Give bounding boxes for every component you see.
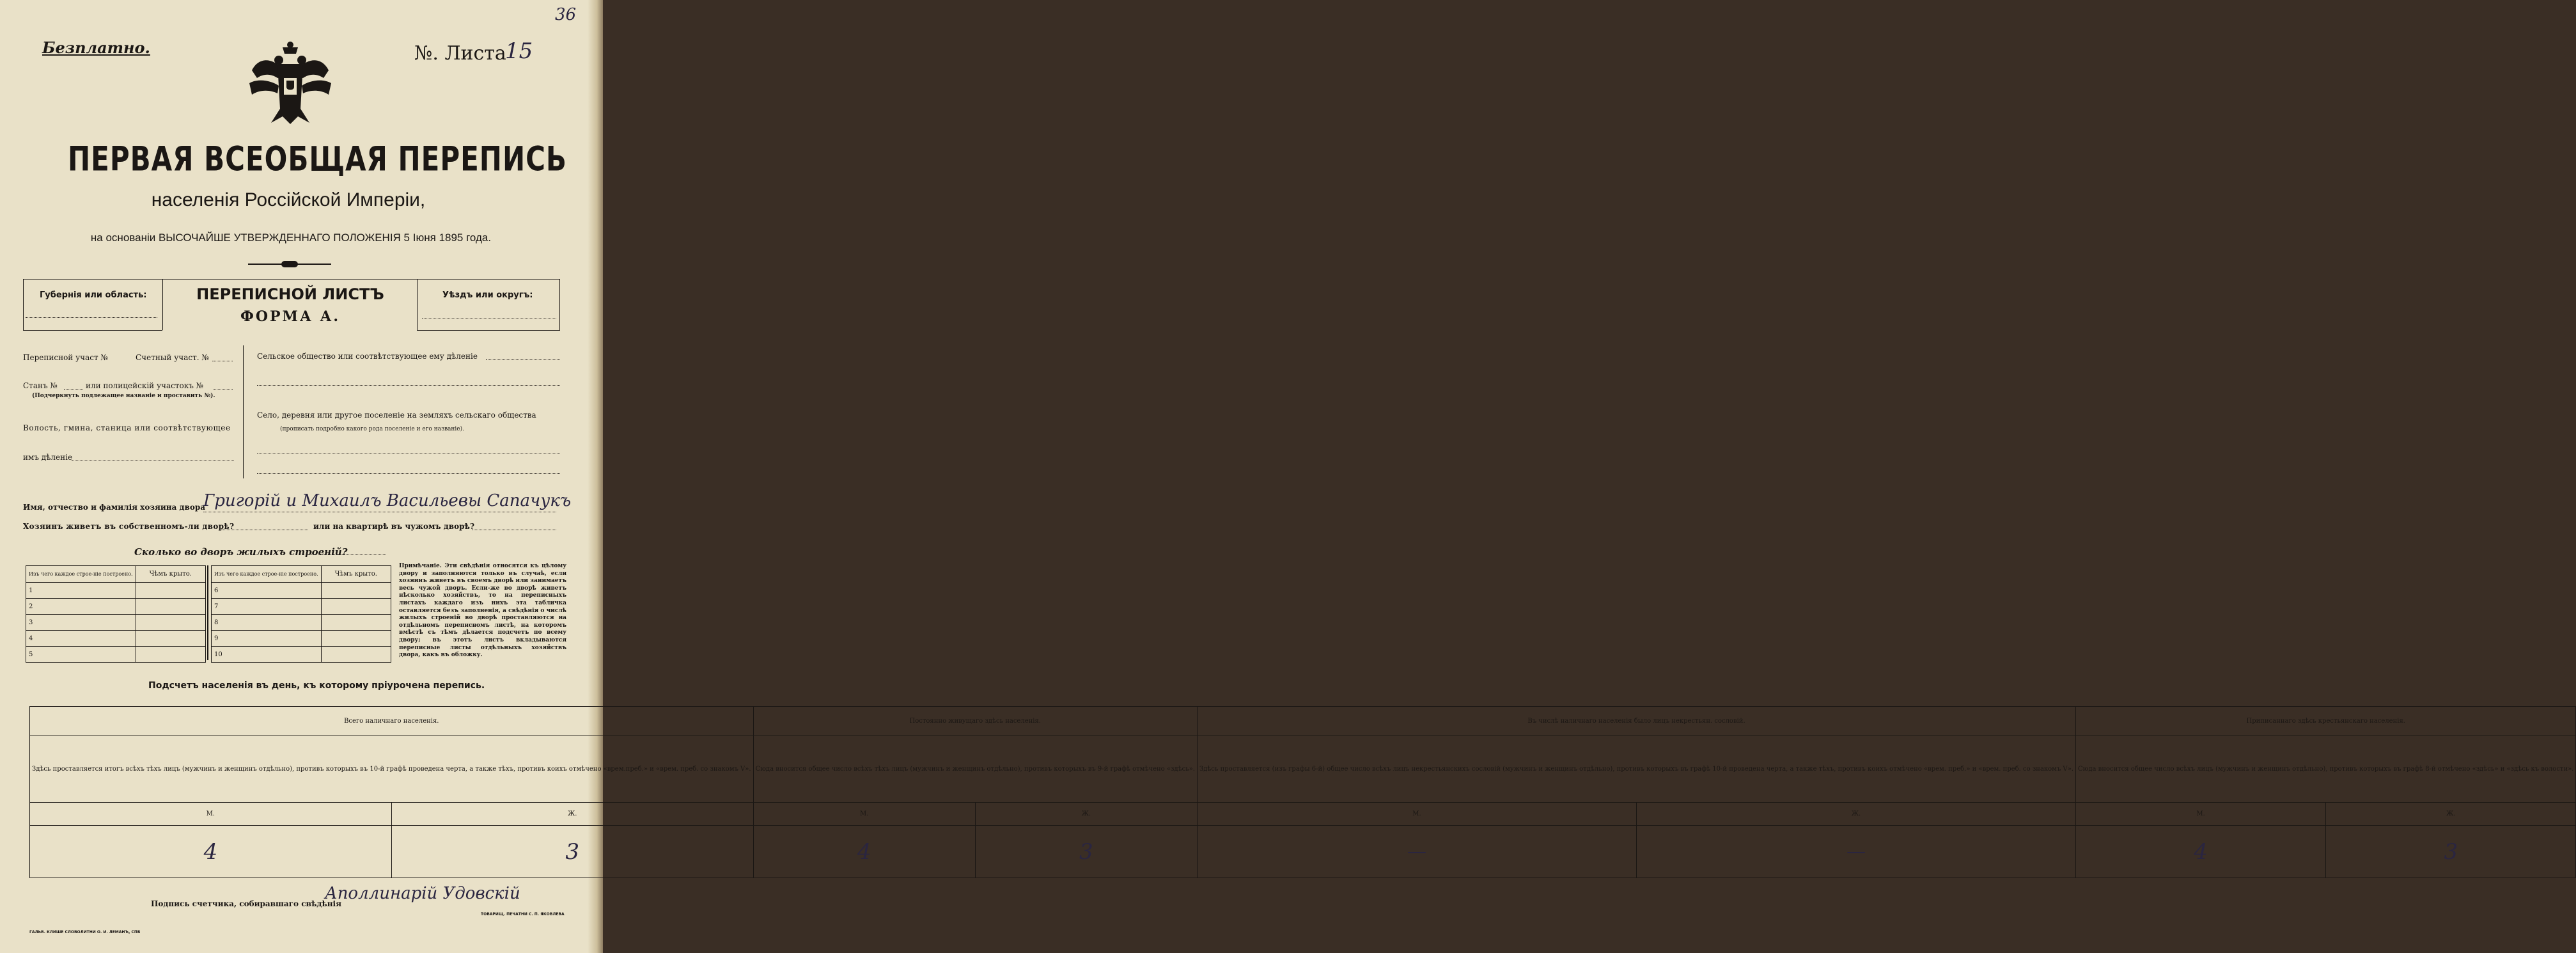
- form-title: ПЕРЕПИСНОЙ ЛИСТЪ: [196, 285, 384, 303]
- basis-line: на основаніи ВЫСОЧАЙШЕ УТВЕРЖДЕННАГО ПОЛОЖЕНІЯ 5 Іюня 1895 года.: [90, 232, 492, 244]
- lives-rent-label: или на квартирѣ въ чужомъ дворѣ?: [313, 522, 474, 531]
- counting-section-label: Счетный участ. №: [136, 353, 209, 362]
- count-value-nonpeasant-m: —: [1197, 826, 1636, 878]
- count-f-label-4: Ж.: [2326, 803, 2576, 826]
- buildings-double-rule: [207, 565, 208, 660]
- buildings-table-right: [211, 565, 391, 663]
- rural-society-line-2: [257, 385, 560, 386]
- count-head-peasant: Приписаннаго здѣсь крестьянскаго населенія.: [2076, 707, 2576, 736]
- district-label: Уѣздъ или округъ:: [442, 290, 533, 300]
- province-label: Губернія или область:: [40, 290, 147, 300]
- rural-society-line-1: [486, 359, 560, 360]
- note-text: Эти свѣдѣнія относятся къ цѣлому двору и заполняются только въ случаѣ, если хозяинъ живетъ въ своемъ дворѣ или занимаетъ весь чужой дворъ. Если-же во дворѣ живетъ нѣсколько хозяйствъ, то на переписныхъ листахъ каждаго изъ нихъ эта табличка оставляется безъ заполненія, а свѣдѣнія о числѣ жилыхъ строеній во дворѣ проставляются на отдѣльномъ переписномъ листѣ, на которомъ вмѣстѣ съ тѣмъ дѣлается подсчетъ по всему двору; въ этотъ листъ вкладываются переписные листы отдѣльныхъ хозяйствъ двора, какъ въ обложку.: [399, 563, 566, 659]
- count-f-label-2: Ж.: [975, 803, 1197, 826]
- camp-note: (Подчеркнуть подлежащее названіе и проставить №).: [32, 393, 215, 399]
- count-m-label-1: М.: [30, 803, 392, 826]
- form-subtitle: ФОРМА А.: [240, 308, 341, 325]
- province-line: [26, 317, 157, 318]
- buildings-table-left: [26, 565, 206, 663]
- count-table: [29, 706, 2576, 878]
- buildings-row-8: 8: [212, 615, 322, 631]
- sheet-number-label: №. Листа: [414, 42, 506, 65]
- buildings-row-1: 1: [26, 583, 136, 599]
- count-value-peasant-f: 3: [2326, 826, 2576, 878]
- ornament-divider: [248, 261, 331, 267]
- box-divider-left: [162, 279, 163, 330]
- rural-society-label: Сельское общество или соотвѣтствующее ему дѣленіе: [257, 352, 478, 361]
- signature-value: Аполлинарій Удовскій: [325, 884, 520, 903]
- buildings-row-6: 6: [212, 583, 322, 599]
- count-head-nonpeasant: Въ числѣ наличнаго населенія было лицъ некрестьян. сословій.: [1197, 707, 2075, 736]
- note-block: [399, 563, 566, 659]
- count-value-total-m: 4: [30, 826, 392, 878]
- volost-label: Волость, гмина, станица или соотвѣтствующее: [23, 423, 231, 432]
- village-note: (прописать подробно какого рода поселеніе и его названіе).: [280, 426, 464, 432]
- footer-right: ТОВАРИЩ. ПЕЧАТНИ С. П. ЯКОВЛЕВА: [481, 912, 565, 917]
- camp-label: Станъ №: [23, 381, 58, 390]
- box-divider-right: [417, 279, 418, 330]
- count-desc-nonpeasant: Здѣсь проставляется (изъ графы 6-й) общее число всѣхъ лицъ некрестьянскихъ сословій (мужчинъ и женщинъ отдѣльно), противъ которыхъ въ графѣ 10-й проведена черта, а также тѣхъ, противъ коихъ отмѣчено «врем. преб.» и «врем. преб. со знакомъ V».: [1197, 736, 2075, 803]
- count-f-label-3: Ж.: [1636, 803, 2075, 826]
- box-right-line: [559, 279, 560, 330]
- count-value-permanent-f: 3: [975, 826, 1197, 878]
- fields-divider: [243, 345, 244, 478]
- note-title: Примѣчаніе.: [399, 563, 442, 569]
- count-desc-total: Здѣсь проставляется итогъ всѣхъ тѣхъ лицъ (мужчинъ и женщинъ отдѣльно), противъ которыхъ въ 10-й графѣ проведена черта, а также тѣхъ, противъ коихъ отмѣчено «врем.преб.» и «врем. преб. со знакомъ V».: [30, 736, 754, 803]
- box-bottom-right: [417, 330, 560, 331]
- village-line-2: [257, 473, 560, 474]
- sub-title: населенія Россійской Имперіи,: [151, 189, 426, 210]
- buildings-row-4: 4: [26, 631, 136, 647]
- signature-label: Подпись счетчика, собиравшаго свѣдѣнія: [151, 899, 341, 908]
- count-value-total-f: 3: [391, 826, 753, 878]
- count-value-nonpeasant-f: —: [1636, 826, 2075, 878]
- buildings-line: [309, 554, 386, 555]
- count-head-permanent: Постоянно живущаго здѣсь населенія.: [753, 707, 1197, 736]
- count-head-total: Всего наличнаго населенія.: [30, 707, 754, 736]
- free-label: Безплатно.: [42, 38, 150, 57]
- census-section-label: Переписной участ №: [23, 353, 108, 362]
- buildings-col-roof: Чѣмъ крыто.: [136, 566, 205, 583]
- count-m-label-4: М.: [2076, 803, 2326, 826]
- buildings-question: Сколько во дворъ жилыхъ строеній?: [134, 546, 348, 558]
- owner-name-value: Григорій и Михаилъ Васильевы Сапачукъ: [203, 491, 572, 510]
- count-m-label-2: М.: [753, 803, 975, 826]
- buildings-col-material-right: Изъ чего каждое строе-ніе построено.: [212, 566, 322, 583]
- count-f-label-1: Ж.: [391, 803, 753, 826]
- owner-name-label: Имя, отчество и фамилія хозяина двора: [23, 503, 205, 512]
- buildings-row-2: 2: [26, 599, 136, 615]
- box-top-line: [23, 279, 560, 280]
- police-section-label: или полицейскій участокъ №: [86, 381, 204, 390]
- double-headed-eagle-emblem: [246, 38, 335, 128]
- camp-line: [64, 389, 83, 390]
- buildings-row-7: 7: [212, 599, 322, 615]
- box-left-line: [23, 279, 24, 330]
- count-m-label-3: М.: [1197, 803, 1636, 826]
- page-number: 36: [555, 5, 577, 24]
- count-value-permanent-m: 4: [753, 826, 975, 878]
- lives-own-label: Хозяинъ живетъ въ собственномъ-ли дворѣ?: [23, 522, 235, 531]
- sheet-number-value: 15: [505, 38, 533, 64]
- count-desc-peasant: Сюда вносится общее число всѣхъ лицъ (мужчинъ и женщинъ отдѣльно), противъ которыхъ въ графѣ 8-й отмѣчено «здѣсь» и «здѣсь къ волости».: [2076, 736, 2576, 803]
- buildings-col-material: Изъ чего каждое строе-ніе построено.: [26, 566, 136, 583]
- buildings-row-3: 3: [26, 615, 136, 631]
- count-title: Подсчетъ населенія въ день, къ которому пріурочена перепись.: [148, 681, 485, 691]
- village-label: Село, деревня или другое поселеніе на земляхъ сельскаго общества: [257, 411, 536, 420]
- box-bottom-left: [23, 330, 162, 331]
- count-desc-permanent: Сюда вносится общее число всѣхъ тѣхъ лицъ (мужчинъ и женщинъ отдѣльно), противъ которыхъ въ 9-й графѣ отмѣчено «здѣсь».: [753, 736, 1197, 803]
- buildings-row-10: 10: [212, 647, 322, 663]
- buildings-col-roof-right: Чѣмъ крыто.: [321, 566, 391, 583]
- footer-left: ГАЛЬВ. КЛИШЕ СЛОВОЛИТНИ О. И. ЛЕМАНЪ, СПБ: [29, 930, 141, 934]
- buildings-row-5: 5: [26, 647, 136, 663]
- volost-cont-label: имъ дѣленіе: [23, 453, 73, 462]
- count-value-peasant-m: 4: [2076, 826, 2326, 878]
- buildings-row-9: 9: [212, 631, 322, 647]
- police-section-line: [214, 389, 233, 390]
- main-title: ПЕРВАЯ ВСЕОБЩАЯ ПЕРЕПИСЬ: [68, 139, 567, 179]
